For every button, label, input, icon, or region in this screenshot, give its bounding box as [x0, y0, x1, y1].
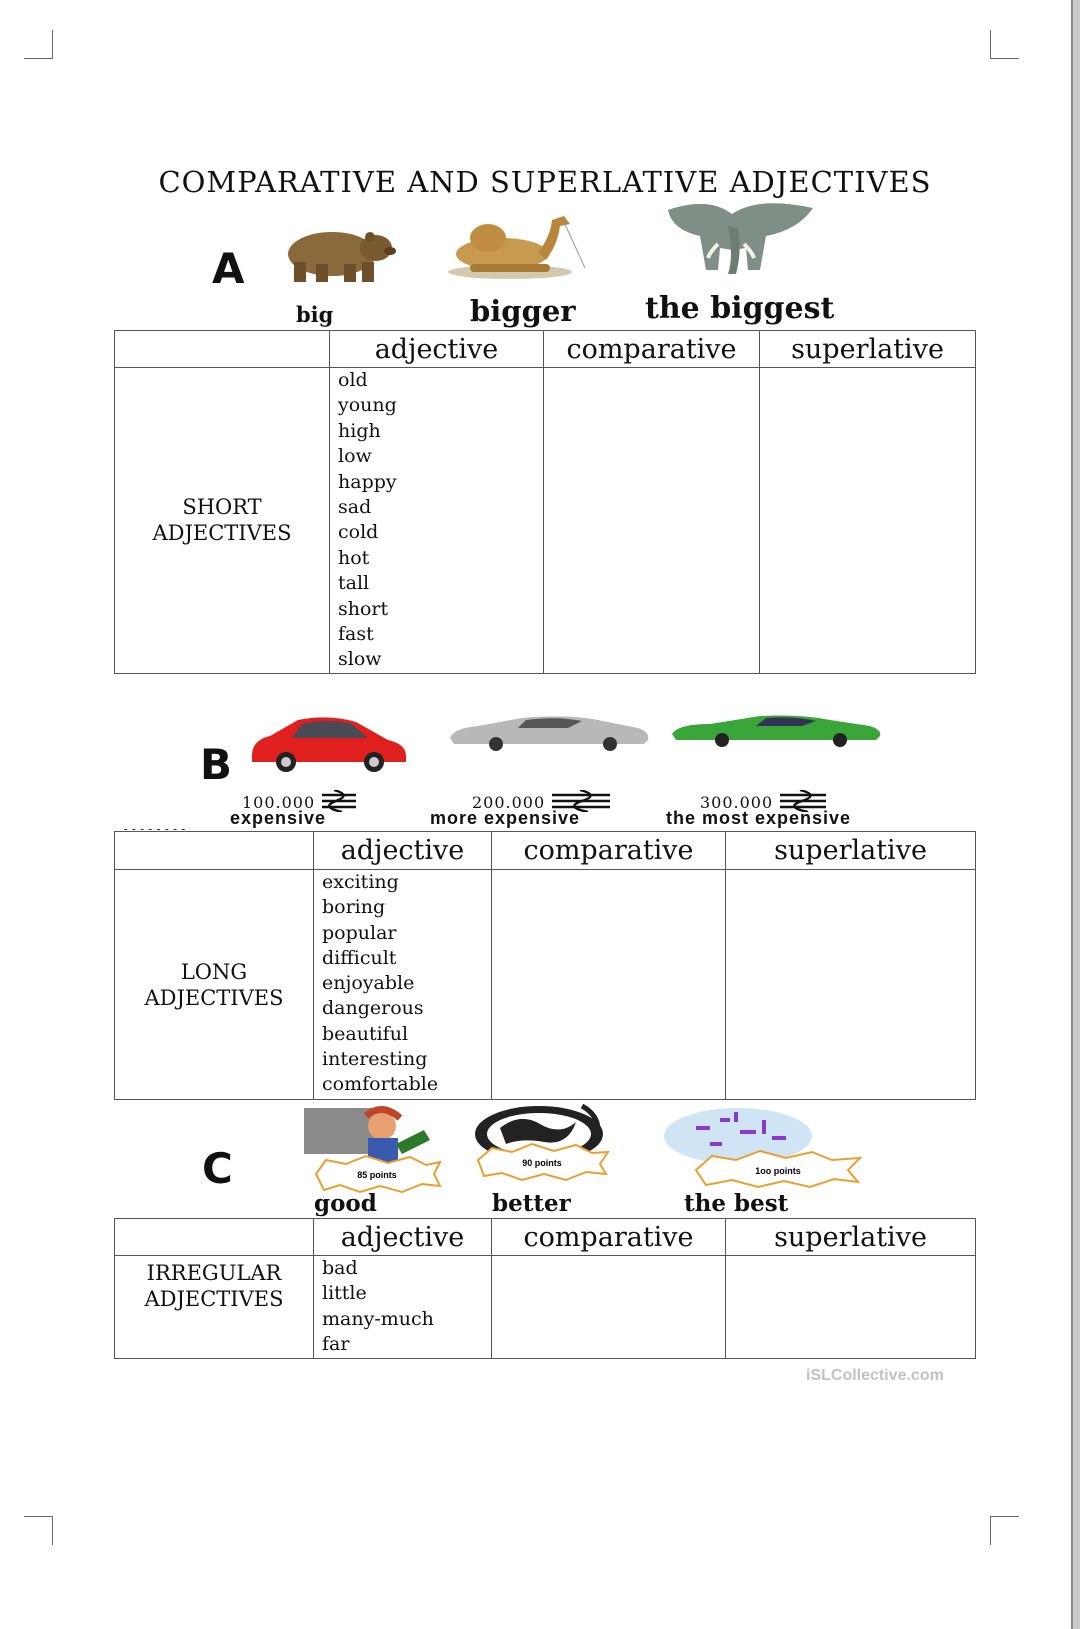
page-title: COMPARATIVE AND SUPERLATIVE ADJECTIVES [158, 165, 932, 199]
caption-the-best: the best [684, 1190, 789, 1217]
camel-icon [440, 208, 610, 283]
word-item: sad [338, 496, 372, 519]
irregular-adjectives-table [114, 1218, 976, 1359]
word-item: popular [322, 921, 397, 944]
word-item: slow [338, 648, 382, 671]
crop-mark-bottom-right [990, 1516, 1019, 1545]
word-item: happy [338, 470, 397, 493]
word-item: old [338, 369, 368, 391]
word-item: comfortable [322, 1073, 439, 1096]
category-line-1: IRREGULAR [146, 1261, 282, 1285]
word-item: enjoyable [322, 972, 415, 995]
word-item: dangerous [322, 997, 424, 1020]
label-expensive: expensive [230, 808, 327, 828]
word-item: bad [322, 1257, 358, 1279]
superlative-answer-cell[interactable] [726, 870, 976, 1100]
dollar-sign-icon [320, 790, 360, 812]
word-item: tall [338, 572, 370, 595]
superlative-answer-cell[interactable] [726, 1256, 976, 1359]
header-superlative: superlative [760, 331, 976, 368]
header-comparative: comparative [492, 1219, 726, 1256]
badge-text: 85 points [357, 1170, 397, 1180]
word-item: low [338, 445, 372, 468]
category-cell [115, 1256, 314, 1359]
word-item: beautiful [322, 1022, 409, 1045]
dashed-mark: -------- [122, 822, 188, 836]
price-value: 200.000 [472, 793, 546, 812]
category-cell [115, 368, 330, 674]
price-value: 300.000 [700, 793, 774, 812]
long-adjectives-table [114, 831, 976, 1100]
watermark: iSLCollective.com [806, 1367, 944, 1384]
header-adjective: adjective [314, 832, 492, 870]
category-line-1: SHORT [182, 495, 262, 520]
header-comparative: comparative [492, 832, 726, 870]
label-more-expensive: more expensive [430, 808, 581, 828]
green-car-icon [670, 712, 884, 750]
badge-100-points [690, 1148, 866, 1190]
category-line-1: LONG [180, 959, 248, 984]
word-item: difficult [322, 946, 397, 969]
word-item: boring [322, 896, 386, 919]
badge-text: 1oo points [755, 1166, 801, 1176]
word-item: far [322, 1333, 350, 1356]
word-item: many-much [322, 1307, 434, 1330]
elephant-icon [648, 200, 818, 282]
header-adjective: adjective [330, 331, 544, 368]
word-list [314, 870, 492, 1100]
bear-icon [280, 222, 398, 284]
badge-90-points [472, 1142, 612, 1182]
comparative-answer-cell[interactable] [492, 870, 726, 1100]
crop-mark-top-right [990, 30, 1019, 59]
caption-good: good [314, 1190, 377, 1217]
short-adjectives-table [114, 330, 976, 674]
header-superlative: superlative [726, 1219, 976, 1256]
word-item: short [338, 597, 389, 620]
comparative-answer-cell[interactable] [544, 368, 760, 674]
header-adjective: adjective [314, 1219, 492, 1256]
word-item: cold [338, 521, 379, 544]
word-item: interesting [322, 1048, 428, 1071]
badge-text: 90 points [522, 1158, 562, 1168]
silver-car-icon [448, 712, 652, 752]
word-item: fast [338, 623, 374, 646]
word-item: high [338, 419, 381, 442]
caption-bigger: bigger [470, 294, 576, 328]
header-superlative: superlative [726, 832, 976, 870]
header-empty-cell [115, 331, 330, 368]
caption-big: big [296, 302, 334, 327]
caption-better: better [492, 1190, 571, 1217]
crop-mark-top-left [24, 30, 53, 59]
section-a-letter: A [212, 244, 245, 293]
section-b-letter: B [200, 740, 233, 789]
page-edge-bar [1073, 0, 1080, 1629]
red-car-icon [248, 712, 410, 772]
caption-the-biggest: the biggest [645, 291, 835, 326]
label-the-most-expensive: the most expensive [666, 808, 852, 828]
category-line-2: ADJECTIVES [144, 985, 284, 1010]
header-empty-cell [115, 1219, 314, 1256]
comparative-answer-cell[interactable] [492, 1256, 726, 1359]
section-c-letter: C [202, 1144, 233, 1193]
superlative-answer-cell[interactable] [760, 368, 976, 674]
header-empty-cell [115, 832, 314, 870]
price-value: 100.000 [242, 793, 316, 812]
word-list [314, 1256, 492, 1359]
word-list [330, 368, 544, 674]
category-line-2: ADJECTIVES [144, 1287, 284, 1311]
word-item: hot [338, 546, 370, 569]
badge-85-points [310, 1154, 444, 1194]
category-cell [115, 870, 314, 1100]
word-item: little [322, 1282, 367, 1305]
word-item: exciting [322, 871, 399, 893]
header-comparative: comparative [544, 331, 760, 368]
crop-mark-bottom-left [24, 1516, 53, 1545]
word-item: young [338, 394, 397, 417]
category-line-2: ADJECTIVES [152, 521, 292, 546]
